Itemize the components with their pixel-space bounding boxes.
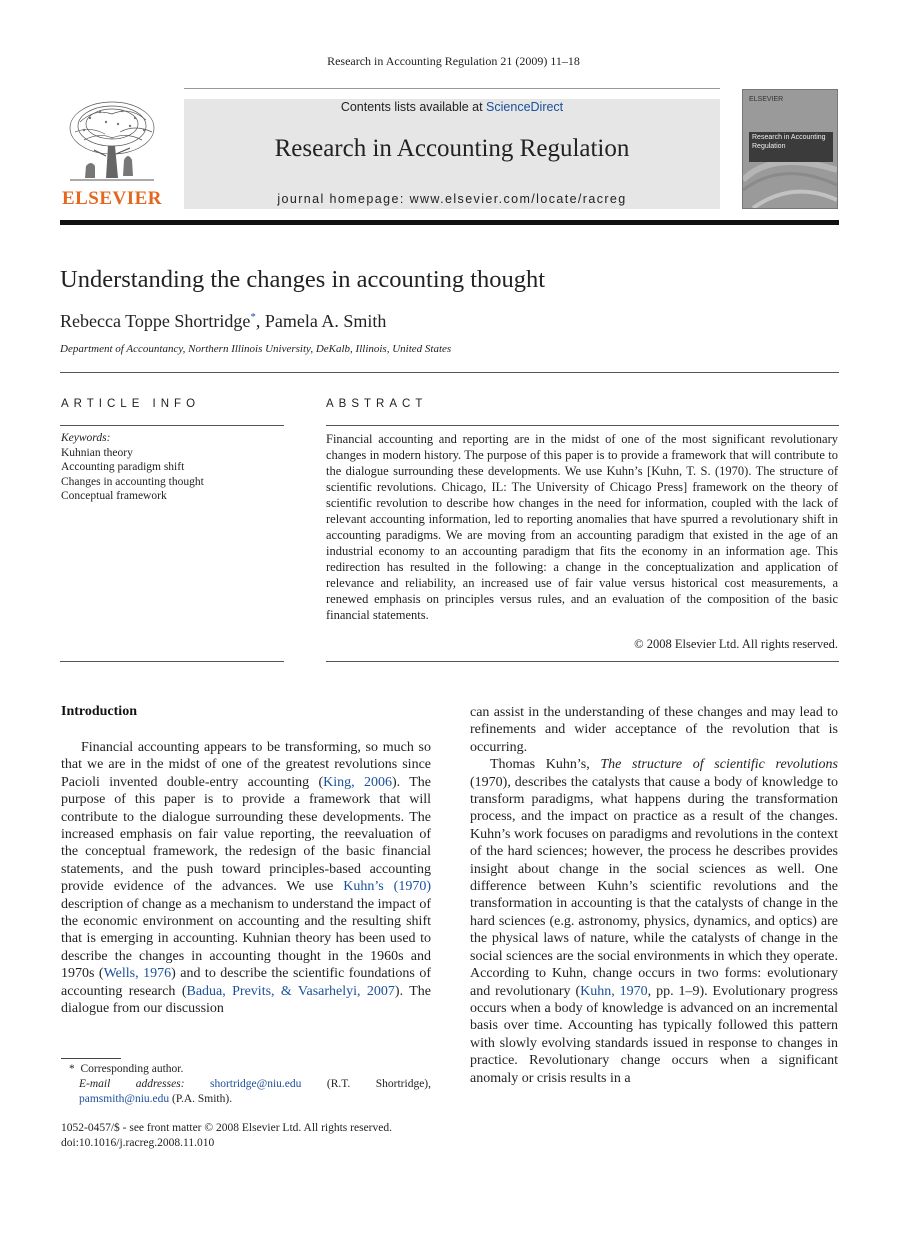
keyword: Accounting paradigm shift [61,461,185,473]
body-paragraph [470,756,838,1087]
citation-link[interactable]: Badua, Previts, & Vasarhelyi, 2007 [186,983,395,999]
author-list [60,311,386,332]
abstract-rule [326,425,839,426]
author-name: Rebecca Toppe Shortridge [60,311,251,331]
body-column-right [470,704,838,1087]
article-info-bottom-rule [60,661,284,662]
email-label: E-mail addresses: [79,1078,185,1090]
paragraph-text: ). The purpose of this paper is to provide a framework that will contribute to the dialogue surrounding these developments. The increased emphasis on fair value reporting, the reevaluation of the conceptual framework, the redesign of the basic financial statements, and the push toward principles-based accounting provide evidence of the advances. We use [61,774,431,895]
paragraph-text: description of change as a mechanism to understand the impact of the economic environment on accounting and the resulting shift that is emerging in accounting. Kuhnian theory has been used to describe the changes in accounting thought in the 1960s and 1970s ( [61,896,431,982]
running-head: Research in Accounting Regulation 21 (2009) 11–18 [327,54,580,68]
citation-link[interactable]: Kuhn’s (1970) [343,879,431,895]
header-rule [60,220,839,225]
cover-publisher: ELSEVIER [749,96,784,103]
footnote-emails [61,1077,431,1107]
author-separator: , [255,311,265,331]
paragraph-text: Thomas Kuhn’s, [490,757,601,773]
footnote-corresponding [61,1062,431,1077]
book-title: The structure of scientific revolutions [600,757,838,773]
section-heading-introduction: Introduction [61,704,137,719]
author-name: Pamela A. Smith [264,311,387,331]
email-owner: (R.T. Shortridge), [301,1078,432,1090]
paragraph-text: (1970), describes the catalysts that cause a body of knowledge to transform paradigms, what happens during the transformation process, and the impact on practice as a result of the changes. Kuhn’s work focuses on paradigms and revolutions in the context of the hard sciences; however, the process he describes provides insight about change in the social sciences as well. One difference between Kuhn’s scientific revolutions and the transformation in accounting is that the catalysts of change in the hard sciences (e.g. astronomy, physics, dynamics, and optics) are the physical laws of nature, while the catalysts of change in the social sciences are the social environments in which they operate. According to Kuhn, change occurs in two forms: evolutionary and revolutionary ( [470,774,838,999]
footnote-rule [61,1058,121,1059]
abstract-bottom-rule [326,661,839,662]
footnote-mark: * [69,1063,75,1075]
keywords-label: Keywords: [61,432,111,444]
body-paragraph: can assist in the understanding of these changes and may lead to refinements and wider acceptance of the revolution that is occurring. [470,705,838,755]
article-info-rule [60,425,284,426]
journal-homepage[interactable]: journal homepage: www.elsevier.com/locate/racreg [277,192,627,206]
journal-masthead [184,99,720,209]
footnote-text: Corresponding author. [80,1063,184,1075]
keyword: Conceptual framework [61,490,167,502]
keyword: Kuhnian theory [61,446,133,459]
email-link[interactable]: shortridge@niu.edu [210,1078,302,1090]
elsevier-wordmark: ELSEVIER [61,188,163,209]
paragraph-text: , pp. 1–9). Evolutionary progress occurs when a body of knowledge is advanced on an incremental basis over time. Accounting has typically followed this pattern with slowly evolving standards issued in response to changes in practice. Revolutionary change occurs when a significant anomaly or crisis results in a [470,983,838,1086]
citation-link[interactable]: Wells, 1976 [103,966,172,982]
contents-line [184,100,720,114]
citation-link[interactable]: Kuhn, 1970 [580,983,648,999]
doi-line[interactable]: doi:10.1016/j.racreg.2008.11.010 [61,1137,215,1149]
masthead-top-rule [184,88,720,89]
keywords-block [61,431,285,504]
tree-icon [60,96,164,188]
issn-line: 1052-0457/$ - see front matter © 2008 Elsevier Ltd. All rights reserved. [61,1122,392,1134]
paragraph-text: ). The dialogue from our discussion [61,983,431,1017]
email-owner: (P.A. Smith). [169,1093,233,1105]
paragraph-text: Financial accounting appears to be transforming, so much so that we are in the midst of one of the greatest revolutions since Pacioli invented double-entry accounting ( [61,740,431,790]
body-paragraph [61,739,431,1018]
abstract-heading: ABSTRACT [326,398,428,410]
corresponding-mark[interactable]: * [250,311,256,323]
article-title: Understanding the changes in accounting thought [60,266,546,293]
keyword: Changes in accounting thought [61,475,204,488]
paragraph-text: ) and to describe the scientific foundations of accounting research ( [61,966,431,999]
cover-title: Research in Accounting Regulation [752,134,826,150]
affiliation: Department of Accountancy, Northern Illinois University, DeKalb, Illinois, United States [60,343,452,355]
title-block-rule [60,372,839,373]
sciencedirect-link[interactable]: ScienceDirect [486,100,564,114]
footnote [61,1062,431,1107]
abstract-text: Financial accounting and reporting are in the midst of one of the most significant revolutionary changes in modern history. The purpose of this paper is to provide a framework that will contribute to the dialogue surrounding these developments. We use Kuhn’s [Kuhn, T. S. (1970). The structure of scientific revolutions. Chicago, IL: The University of Chicago Press] framework on the theory of scientific revolution to describe how changes in the need for information, coupled with the lack of relevant accounting information, led to reporting anomalies that have spurred a revolutionary shift in accounting paradigms. We are moving from an accounting paradigm that existed in the age of an industrial economy to an accounting paradigm that fits the economy in an information age. This redirection has resulted in the following: a change in the conceptualization and application of relevance and reliability, an increased use of fair value versus historical cost measurements, a renewed emphasis on principles versus rules, and an evaluation of the composition of the basic financial statements. [326,432,838,622]
article-info-heading: ARTICLE INFO [61,398,201,410]
citation-link[interactable]: King, 2006 [323,774,392,790]
elsevier-logo[interactable] [60,96,164,210]
journal-title: Research in Accounting Regulation [274,135,630,162]
body-column-left [61,739,431,1018]
journal-cover-thumbnail[interactable] [742,89,838,209]
contents-prefix: Contents lists available at [340,100,487,114]
email-link[interactable]: pamsmith@niu.edu [79,1093,170,1105]
front-matter [61,1121,461,1151]
abstract-copyright: © 2008 Elsevier Ltd. All rights reserved. [634,637,838,651]
